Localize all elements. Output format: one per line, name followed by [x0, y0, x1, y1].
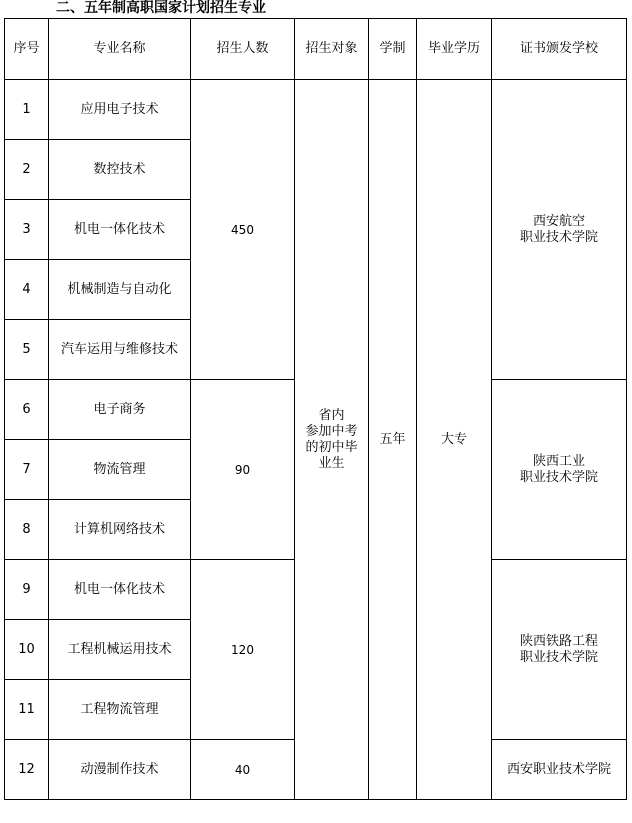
school-name: 西安航空 职业技术学院: [519, 213, 598, 245]
enrollment-table: [4, 18, 627, 800]
row-no: 12: [5, 740, 49, 800]
row-no: 8: [5, 500, 49, 560]
row-no: 11: [5, 680, 49, 740]
table-header-row: [5, 19, 627, 80]
row-no: 9: [5, 560, 49, 620]
table-row: [5, 80, 627, 140]
header-duration: 学制: [369, 19, 417, 80]
quota-cell: 120: [191, 560, 295, 740]
header-school: 证书颁发学校: [492, 19, 627, 80]
row-major: 计算机网络技术: [49, 500, 191, 560]
quota-cell: 90: [191, 380, 295, 560]
row-major: 应用电子技术: [49, 80, 191, 140]
header-degree: 毕业学历: [417, 19, 492, 80]
school-cell: [492, 740, 627, 800]
row-major: 机电一体化技术: [49, 200, 191, 260]
school-name: 陕西工业 职业技术学院: [519, 453, 598, 485]
header-no: 序号: [5, 19, 49, 80]
row-no: 5: [5, 320, 49, 380]
school-cell: [492, 380, 627, 560]
header-quota: 招生人数: [191, 19, 295, 80]
row-no: 3: [5, 200, 49, 260]
row-no: 10: [5, 620, 49, 680]
quota-cell: 450: [191, 80, 295, 380]
row-no: 4: [5, 260, 49, 320]
header-major: 专业名称: [49, 19, 191, 80]
header-target: 招生对象: [295, 19, 369, 80]
school-name: 西安职业技术学院: [506, 761, 611, 777]
degree-cell: 大专: [417, 80, 492, 800]
school-cell: [492, 560, 627, 740]
row-major: 汽车运用与维修技术: [49, 320, 191, 380]
row-no: 2: [5, 140, 49, 200]
row-major: 工程机械运用技术: [49, 620, 191, 680]
row-major: 物流管理: [49, 440, 191, 500]
row-major: 数控技术: [49, 140, 191, 200]
row-no: 6: [5, 380, 49, 440]
row-major: 电子商务: [49, 380, 191, 440]
page-title: 二、五年制高职国家计划招生专业: [56, 0, 266, 16]
quota-cell: 40: [191, 740, 295, 800]
row-major: 工程物流管理: [49, 680, 191, 740]
row-no: 1: [5, 80, 49, 140]
row-major: 机械制造与自动化: [49, 260, 191, 320]
row-major: 机电一体化技术: [49, 560, 191, 620]
row-major: 动漫制作技术: [49, 740, 191, 800]
school-name: 陕西铁路工程 职业技术学院: [519, 633, 598, 665]
row-no: 7: [5, 440, 49, 500]
target-cell: [295, 80, 369, 800]
target-text: 省内 参加中考 的初中毕 业生: [305, 407, 358, 471]
duration-cell: 五年: [369, 80, 417, 800]
school-cell: [492, 80, 627, 380]
